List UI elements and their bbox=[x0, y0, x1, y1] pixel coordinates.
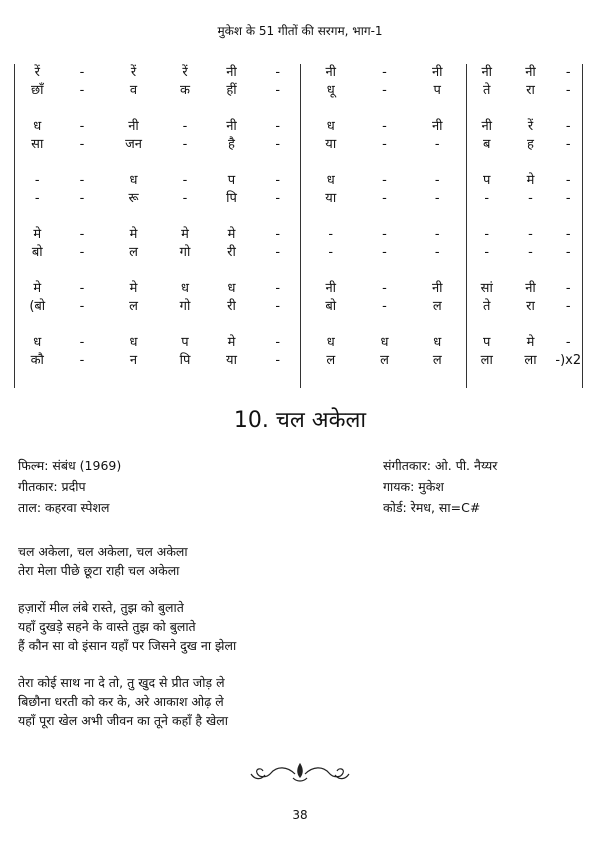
lyrics-line: हज़ारों मील लंबे रास्ते, तुझ को बुलाते bbox=[18, 600, 184, 615]
syllable-cell: - bbox=[79, 191, 85, 206]
note-cell: ध bbox=[129, 173, 138, 188]
note-cell: - bbox=[528, 227, 533, 242]
syllable-cell: धू bbox=[301, 82, 361, 118]
syllable-cell: - bbox=[467, 244, 507, 280]
syllable-cell: - bbox=[555, 136, 583, 172]
note-cell: प bbox=[227, 173, 236, 188]
note-cell: - bbox=[555, 64, 583, 82]
syllable-cell: री bbox=[227, 245, 236, 260]
note-cell: - bbox=[15, 172, 60, 190]
note-cell: - bbox=[275, 65, 281, 80]
syllable-cell: प bbox=[433, 83, 441, 98]
syllable-cell: ल bbox=[432, 353, 442, 368]
song-title: 10. चल अकेला bbox=[233, 408, 367, 433]
note-cell: - bbox=[555, 226, 583, 244]
note-cell: - bbox=[555, 334, 583, 352]
taal-info: ताल: कहरवा स्पेशल bbox=[18, 500, 110, 515]
syllable-cell: सा bbox=[15, 136, 60, 172]
notation-notes-row bbox=[15, 172, 583, 190]
note-cell: - bbox=[79, 65, 85, 80]
note-cell: मे bbox=[227, 227, 236, 242]
syllable-cell: है bbox=[228, 137, 235, 152]
syllable-cell: गो bbox=[179, 245, 191, 260]
note-cell: - bbox=[555, 280, 583, 298]
syllable-cell: जन bbox=[125, 137, 142, 152]
syllable-cell: - bbox=[382, 245, 387, 260]
syllable-cell: - bbox=[275, 137, 281, 152]
note-cell: - bbox=[382, 173, 387, 188]
lyrics-stanza bbox=[18, 598, 236, 655]
note-cell: मे bbox=[227, 335, 236, 350]
notation-lyrics-row bbox=[15, 298, 583, 334]
sargam-notation-table bbox=[14, 64, 583, 388]
note-cell: ध bbox=[301, 118, 361, 136]
syllable-cell: क bbox=[180, 83, 190, 98]
syllable-cell: ल bbox=[432, 299, 442, 314]
syllable-cell: पि bbox=[226, 191, 237, 206]
note-cell: - bbox=[182, 119, 188, 134]
note-cell: ध bbox=[15, 118, 60, 136]
note-cell: - bbox=[382, 119, 387, 134]
syllable-cell: - bbox=[382, 191, 387, 206]
notation-notes-row bbox=[15, 334, 583, 352]
note-cell: नी bbox=[226, 119, 237, 134]
chords-info: कोर्ड: रेमध, सा=C# bbox=[383, 500, 481, 515]
syllable-cell: - bbox=[301, 244, 361, 280]
syllable-cell: - bbox=[555, 190, 583, 226]
song-meta-left bbox=[18, 455, 121, 518]
lyrics-line: तेरा मेला पीछे छूटा राही चल अकेला bbox=[18, 563, 180, 578]
notation-notes-row bbox=[15, 64, 583, 82]
note-cell: नी bbox=[128, 119, 139, 134]
syllable-cell: ल bbox=[380, 353, 389, 368]
note-cell: नी bbox=[431, 119, 443, 134]
note-cell: - bbox=[555, 172, 583, 190]
syllable-cell: कौ bbox=[15, 352, 60, 388]
note-cell: ध bbox=[301, 334, 361, 352]
lyrics-stanza bbox=[18, 673, 236, 730]
syllable-cell: छाँ bbox=[15, 82, 60, 118]
note-cell: - bbox=[275, 119, 281, 134]
note-cell: - bbox=[382, 65, 387, 80]
note-cell: रें bbox=[527, 119, 534, 134]
note-cell: - bbox=[434, 227, 440, 242]
syllable-cell: ह bbox=[527, 137, 534, 152]
note-cell: नी bbox=[525, 65, 536, 80]
lyrics-line: यहाँ दुखड़े सहने के वास्ते तुझ को बुलाते bbox=[18, 619, 196, 634]
note-cell: रें bbox=[130, 65, 137, 80]
note-cell: - bbox=[275, 227, 281, 242]
notation-lyrics-row bbox=[15, 82, 583, 118]
syllable-cell: - bbox=[555, 244, 583, 280]
note-cell: - bbox=[79, 119, 85, 134]
note-cell: - bbox=[382, 281, 387, 296]
syllable-cell: -)x2 bbox=[555, 352, 583, 388]
notation-notes-row bbox=[15, 280, 583, 298]
syllable-cell: - bbox=[275, 191, 281, 206]
note-cell: ध bbox=[15, 334, 60, 352]
note-cell: नी bbox=[301, 64, 361, 82]
scroll-ornament-icon bbox=[247, 762, 353, 784]
note-cell: मे bbox=[526, 335, 535, 350]
note-cell: मे bbox=[15, 280, 60, 298]
syllable-cell: ला bbox=[467, 352, 507, 388]
note-cell: - bbox=[79, 173, 85, 188]
lyrics-line: बिछौना धरती को कर के, अरे आकाश ओढ़ ले bbox=[18, 694, 224, 709]
lyrics-line: तेरा कोई साथ ना दे तो, तु खुद से प्रीत जोड़ ले bbox=[18, 675, 225, 690]
syllable-cell: ते bbox=[467, 298, 507, 334]
song-meta-right bbox=[383, 455, 497, 518]
syllable-cell: - bbox=[467, 190, 507, 226]
syllable-cell: रा bbox=[526, 83, 535, 98]
note-cell: नी bbox=[467, 64, 507, 82]
note-cell: - bbox=[79, 227, 85, 242]
syllable-cell: ल bbox=[129, 299, 138, 314]
notation-lyrics-row bbox=[15, 352, 583, 388]
note-cell: - bbox=[434, 173, 440, 188]
notation-lyrics-row bbox=[15, 190, 583, 226]
syllable-cell: व bbox=[129, 83, 138, 98]
lyrics-stanza bbox=[18, 542, 236, 580]
syllable-cell: - bbox=[79, 137, 85, 152]
syllable-cell: - bbox=[434, 137, 440, 152]
lyricist-info: गीतकार: प्रदीप bbox=[18, 479, 86, 494]
lyrics-line: हैं कौन सा वो इंसान यहाँ पर जिसने दुख ना झेला bbox=[18, 638, 237, 653]
note-cell: नी bbox=[431, 281, 443, 296]
syllable-cell: - bbox=[528, 191, 533, 206]
notation-lyrics-row bbox=[15, 136, 583, 172]
note-cell: नी bbox=[301, 280, 361, 298]
syllable-cell: - bbox=[382, 83, 387, 98]
note-cell: ध bbox=[181, 281, 189, 296]
note-cell: ध bbox=[227, 281, 236, 296]
syllable-cell: या bbox=[301, 190, 361, 226]
note-cell: नी bbox=[226, 65, 237, 80]
lyrics-line: चल अकेला, चल अकेला, चल अकेला bbox=[18, 544, 188, 559]
syllable-cell: बो bbox=[301, 298, 361, 334]
note-cell: मे bbox=[526, 173, 535, 188]
notation-notes-row bbox=[15, 226, 583, 244]
notation-lyrics-row bbox=[15, 244, 583, 280]
note-cell: नी bbox=[431, 65, 443, 80]
syllable-cell: रू bbox=[128, 191, 139, 206]
singer-info: गायक: मुकेश bbox=[383, 479, 444, 494]
note-cell: नी bbox=[467, 118, 507, 136]
note-cell: नी bbox=[525, 281, 536, 296]
film-info: फिल्म: संबंध (1969) bbox=[18, 458, 122, 473]
syllable-cell: गो bbox=[179, 299, 191, 314]
syllable-cell: - bbox=[555, 298, 583, 334]
syllable-cell: - bbox=[275, 83, 281, 98]
syllable-cell: - bbox=[275, 299, 281, 314]
note-cell: रें bbox=[182, 65, 188, 80]
note-cell: - bbox=[79, 281, 85, 296]
syllable-cell: बो bbox=[15, 244, 60, 280]
note-cell: मे bbox=[129, 227, 138, 242]
note-cell: सां bbox=[467, 280, 507, 298]
lyrics-line: यहाँ पूरा खेल अभी जीवन का तूने कहाँ है खेला bbox=[18, 713, 228, 728]
note-cell: ध bbox=[433, 335, 442, 350]
note-cell: रें bbox=[15, 64, 60, 82]
page-number: 38 bbox=[292, 808, 308, 822]
syllable-cell: - bbox=[182, 137, 188, 152]
syllable-cell: - bbox=[382, 299, 387, 314]
syllable-cell: ब bbox=[467, 136, 507, 172]
note-cell: - bbox=[382, 227, 387, 242]
note-cell: प bbox=[467, 172, 507, 190]
note-cell: मे bbox=[181, 227, 189, 242]
syllable-cell: पि bbox=[179, 353, 191, 368]
syllable-cell: ल bbox=[301, 352, 361, 388]
syllable-cell: हीं bbox=[226, 83, 237, 98]
syllable-cell: - bbox=[382, 137, 387, 152]
note-cell: प bbox=[181, 335, 189, 350]
note-cell: ध bbox=[301, 172, 361, 190]
syllable-cell: - bbox=[275, 353, 281, 368]
syllable-cell: - bbox=[79, 299, 85, 314]
lyrics-block bbox=[18, 542, 236, 748]
syllable-cell: - bbox=[79, 245, 85, 260]
syllable-cell: री bbox=[227, 299, 236, 314]
note-cell: - bbox=[79, 335, 85, 350]
note-cell: प bbox=[467, 334, 507, 352]
note-cell: - bbox=[467, 226, 507, 244]
syllable-cell: या bbox=[301, 136, 361, 172]
note-cell: - bbox=[275, 281, 281, 296]
syllable-cell: ल bbox=[129, 245, 138, 260]
syllable-cell: - bbox=[555, 82, 583, 118]
syllable-cell: - bbox=[182, 191, 188, 206]
syllable-cell: - bbox=[275, 245, 281, 260]
note-cell: ध bbox=[380, 335, 389, 350]
composer-info: संगीतकार: ओ. पी. नैय्यर bbox=[383, 458, 498, 473]
note-cell: - bbox=[555, 118, 583, 136]
note-cell: मे bbox=[15, 226, 60, 244]
syllable-cell: (बो bbox=[15, 298, 60, 334]
note-cell: ध bbox=[129, 335, 138, 350]
note-cell: मे bbox=[129, 281, 138, 296]
note-cell: - bbox=[182, 173, 188, 188]
note-cell: - bbox=[301, 226, 361, 244]
syllable-cell: न bbox=[129, 353, 138, 368]
syllable-cell: - bbox=[79, 83, 85, 98]
syllable-cell: या bbox=[226, 353, 237, 368]
syllable-cell: - bbox=[15, 190, 60, 226]
syllable-cell: - bbox=[434, 245, 440, 260]
page-header: मुकेश के 51 गीतों की सरगम, भाग-1 bbox=[217, 24, 383, 38]
notation-notes-row bbox=[15, 118, 583, 136]
syllable-cell: रा bbox=[526, 299, 535, 314]
syllable-cell: - bbox=[528, 245, 533, 260]
syllable-cell: ला bbox=[524, 353, 537, 368]
syllable-cell: - bbox=[79, 353, 85, 368]
syllable-cell: - bbox=[434, 191, 440, 206]
note-cell: - bbox=[275, 173, 281, 188]
note-cell: - bbox=[275, 335, 281, 350]
syllable-cell: ते bbox=[467, 82, 507, 118]
